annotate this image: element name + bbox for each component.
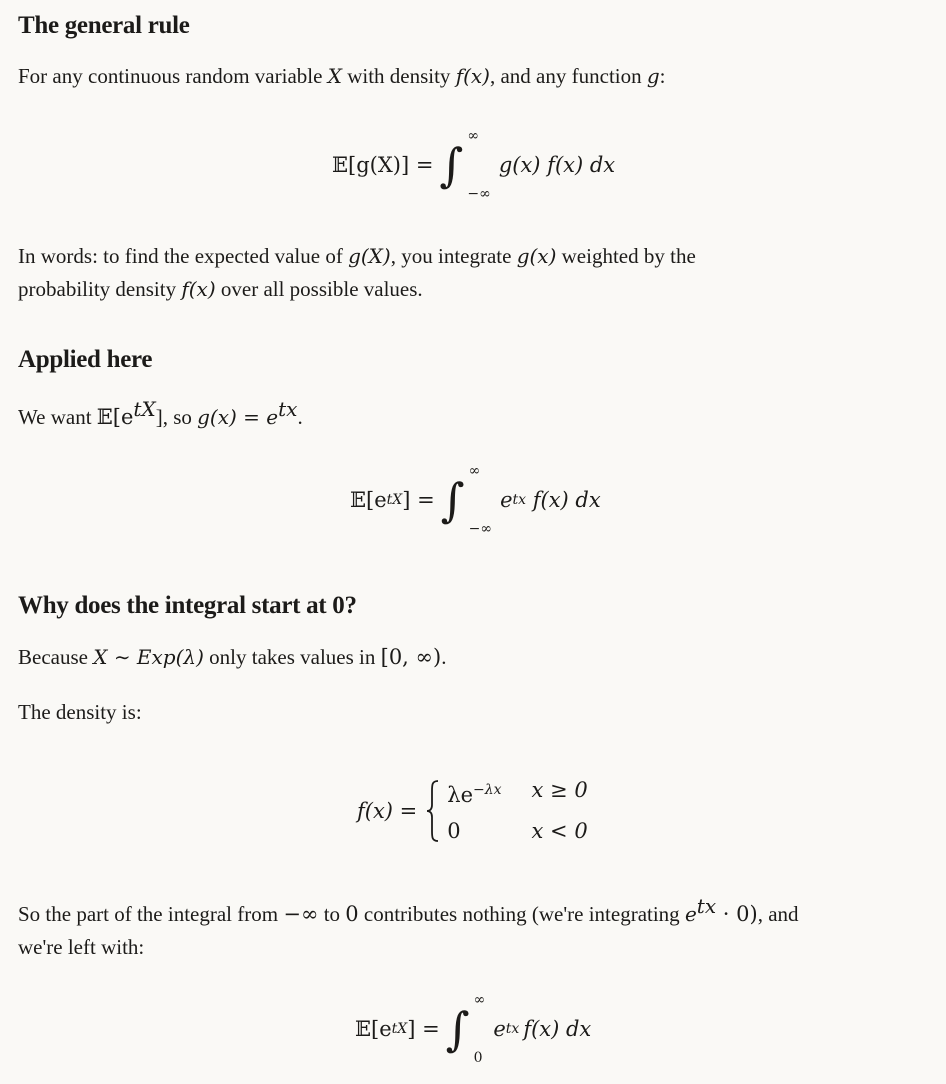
because-text	[18, 641, 446, 674]
eq-sup: tx	[505, 1021, 520, 1037]
case2-value: 0	[447, 819, 461, 843]
text: .	[441, 645, 447, 669]
math-fx: f(x)	[455, 64, 490, 88]
integral-sign	[441, 463, 492, 537]
case1-sup: −λx	[473, 782, 502, 798]
math-sup: tx	[696, 894, 717, 918]
math-sup: tx	[278, 397, 298, 421]
upper-limit: ∞	[473, 992, 486, 1008]
text: we're left with:	[18, 935, 145, 959]
case2-condition: x < 0	[531, 819, 588, 843]
text: ], so	[155, 405, 198, 429]
general-rule-intro	[18, 60, 666, 93]
upper-limit: ∞	[467, 128, 480, 144]
so-text	[18, 890, 799, 964]
eq-lhs: 𝔼[g(X)] =	[332, 153, 434, 177]
equation-density	[357, 776, 588, 845]
general-rule-words	[18, 240, 696, 306]
equation-general-rule	[332, 128, 615, 202]
heading-why-zero: Why does the integral start at 0?	[18, 592, 357, 619]
math-dist: X ∼ Exp(λ)	[93, 645, 204, 669]
case1-condition: x ≥ 0	[531, 778, 588, 802]
math-sup: tX	[133, 397, 156, 421]
math-g: g	[646, 64, 660, 88]
integral-sign	[446, 992, 486, 1066]
integrand: g(x) f(x) dx	[498, 153, 616, 177]
math-X: X	[327, 64, 342, 88]
text: Because	[18, 645, 94, 669]
text: So the part of the integral from	[18, 902, 284, 926]
text: In words: to find the expected value of	[18, 244, 349, 268]
density-intro: The density is:	[18, 700, 142, 724]
math-zero: 0	[345, 902, 359, 926]
math-e: e	[684, 902, 697, 926]
eq-lhs: 𝔼[e	[350, 488, 387, 512]
integrand: f(x) dx	[523, 1017, 592, 1041]
eq-lhs-end: ] =	[407, 1017, 440, 1041]
eq-lhs: 𝔼[e	[355, 1017, 392, 1041]
text: , you integrate	[390, 244, 517, 268]
lower-limit: −∞	[467, 186, 491, 202]
text: We want	[18, 405, 97, 429]
lower-limit: −∞	[468, 521, 493, 537]
text: For any continuous random variable	[18, 64, 328, 88]
eq-sup: tX	[386, 492, 403, 508]
equation-final	[355, 992, 591, 1066]
text: :	[659, 64, 666, 88]
eq-lhs: f(x) =	[357, 798, 418, 823]
brace-icon	[425, 779, 441, 843]
math-fx: f(x)	[181, 277, 216, 301]
upper-limit: ∞	[468, 463, 481, 479]
math-interval: [0, ∞)	[380, 645, 442, 669]
text: , and	[757, 902, 799, 926]
heading-general-rule: The general rule	[18, 12, 190, 39]
text: weighted by the	[556, 244, 696, 268]
text: , and any function	[489, 64, 647, 88]
math-neginf: −∞	[283, 902, 319, 926]
applied-text	[18, 393, 303, 434]
text: only takes values in	[203, 645, 381, 669]
text: contributes nothing (we're integrating	[358, 902, 685, 926]
eq-e: e	[493, 1017, 506, 1041]
eq-sup: tx	[512, 492, 527, 508]
math-gx: g(x)	[516, 244, 557, 268]
lower-limit: 0	[473, 1050, 483, 1066]
heading-applied-here: Applied here	[18, 346, 153, 373]
text: over all possible values.	[215, 277, 423, 301]
integral-sign	[439, 128, 490, 202]
math-dot: · 0)	[716, 902, 758, 926]
eq-lhs-end: ] =	[402, 488, 435, 512]
cases	[425, 776, 587, 845]
math-g: g(x) = e	[197, 405, 279, 429]
text: to	[318, 902, 346, 926]
integral-icon: ∫	[445, 1002, 470, 1056]
integral-icon: ∫	[439, 138, 464, 192]
case1-value: λe	[447, 783, 474, 807]
text: .	[297, 405, 303, 429]
math-E: 𝔼[e	[96, 405, 134, 429]
integrand: f(x) dx	[526, 488, 601, 512]
eq-e: e	[500, 488, 513, 512]
integral-icon: ∫	[440, 473, 465, 527]
text: with density	[341, 64, 456, 88]
eq-sup: tX	[391, 1021, 408, 1037]
math-gX: g(X)	[348, 244, 391, 268]
text: probability density	[18, 277, 182, 301]
equation-applied	[350, 463, 601, 537]
